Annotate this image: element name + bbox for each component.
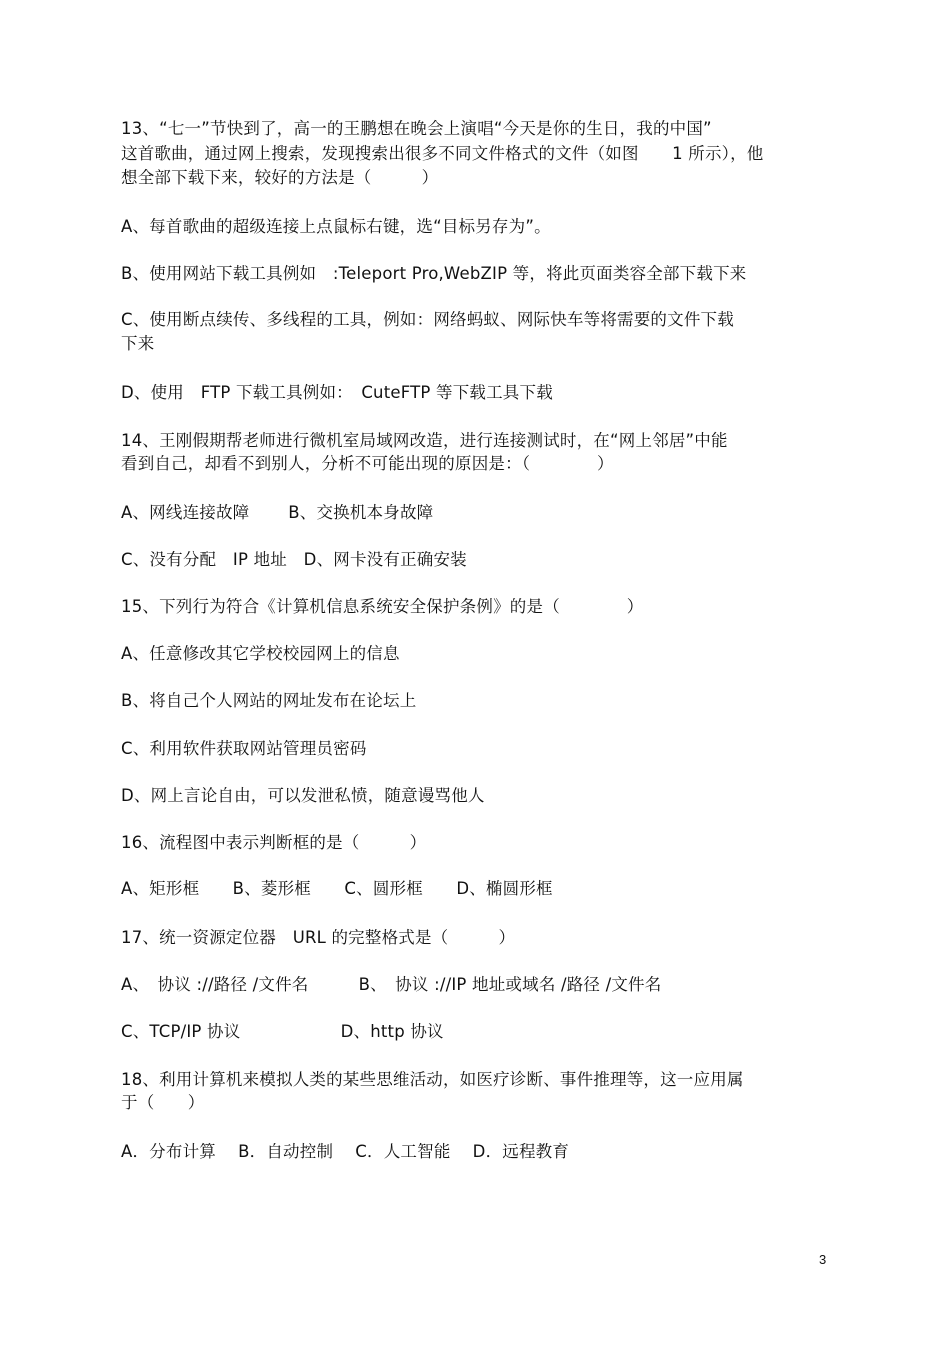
q14-stem-line1: 14、王刚假期帮老师进行微机室局域网改造，进行连接测试时，在“网上邻居”中能 — [121, 431, 728, 450]
q14-options-cd: C、没有分配 IP 地址 D、网卡没有正确安装 — [121, 550, 467, 569]
q13-option-a: A、每首歌曲的超级连接上点鼠标右键，选“目标另存为”。 — [121, 217, 551, 236]
q14-stem-line2: 看到自己，却看不到别人，分析不可能出现的原因是：（ ） — [121, 454, 614, 473]
q18-options: A．分布计算 B．自动控制 C．人工智能 D．远程教育 — [121, 1142, 570, 1161]
page-number: 3 — [819, 1252, 827, 1267]
q15-option-d: D、网上言论自由，可以发泄私愤，随意谩骂他人 — [121, 786, 485, 805]
q15-option-a: A、任意修改其它学校校园网上的信息 — [121, 644, 400, 663]
q18-stem-line1: 18、利用计算机来模拟人类的某些思维活动，如医疗诊断、事件推理等，这一应用属 — [121, 1070, 744, 1089]
q13-option-c-line2: 下来 — [121, 334, 155, 353]
q13-option-b: B、使用网站下载工具例如 :Teleport Pro,WebZIP 等，将此页面类容全部下载下来 — [121, 264, 747, 283]
q13-stem-line1: 13、“七一”节快到了，高一的王鹏想在晚会上演唱“今天是你的生日，我的中国” — [121, 119, 712, 138]
q13-option-d: D、使用 FTP 下载工具例如： CuteFTP 等下载工具下载 — [121, 383, 553, 402]
q18-stem-line2: 于（ ） — [121, 1093, 205, 1112]
q17-stem: 17、统一资源定位器 URL 的完整格式是（ ） — [121, 928, 516, 947]
q15-option-b: B、将自己个人网站的网址发布在论坛上 — [121, 691, 417, 710]
q15-option-c: C、利用软件获取网站管理员密码 — [121, 739, 367, 758]
q16-stem: 16、流程图中表示判断框的是（ ） — [121, 833, 427, 852]
q17-options-cd: C、TCP/IP 协议 D、http 协议 — [121, 1022, 444, 1041]
q16-options: A、矩形框 B、菱形框 C、圆形框 D、椭圆形框 — [121, 879, 553, 898]
q13-stem-line2: 这首歌曲，通过网上搜索，发现搜索出很多不同文件格式的文件（如图 1 所示），他 — [121, 144, 764, 163]
q13-option-c-line1: C、使用断点续传、多线程的工具，例如：网络蚂蚁、网际快车等将需要的文件下载 — [121, 310, 734, 329]
q17-options-ab: A、 协议 ://路径 /文件名 B、 协议 ://IP 地址或域名 /路径 /文件名 — [121, 975, 662, 994]
q13-stem-line3: 想全部下载下来，较好的方法是（ ） — [121, 168, 439, 187]
q15-stem: 15、下列行为符合《计算机信息系统安全保护条例》的是（ ） — [121, 597, 644, 616]
q14-options-ab: A、网线连接故障 B、交换机本身故障 — [121, 503, 434, 522]
